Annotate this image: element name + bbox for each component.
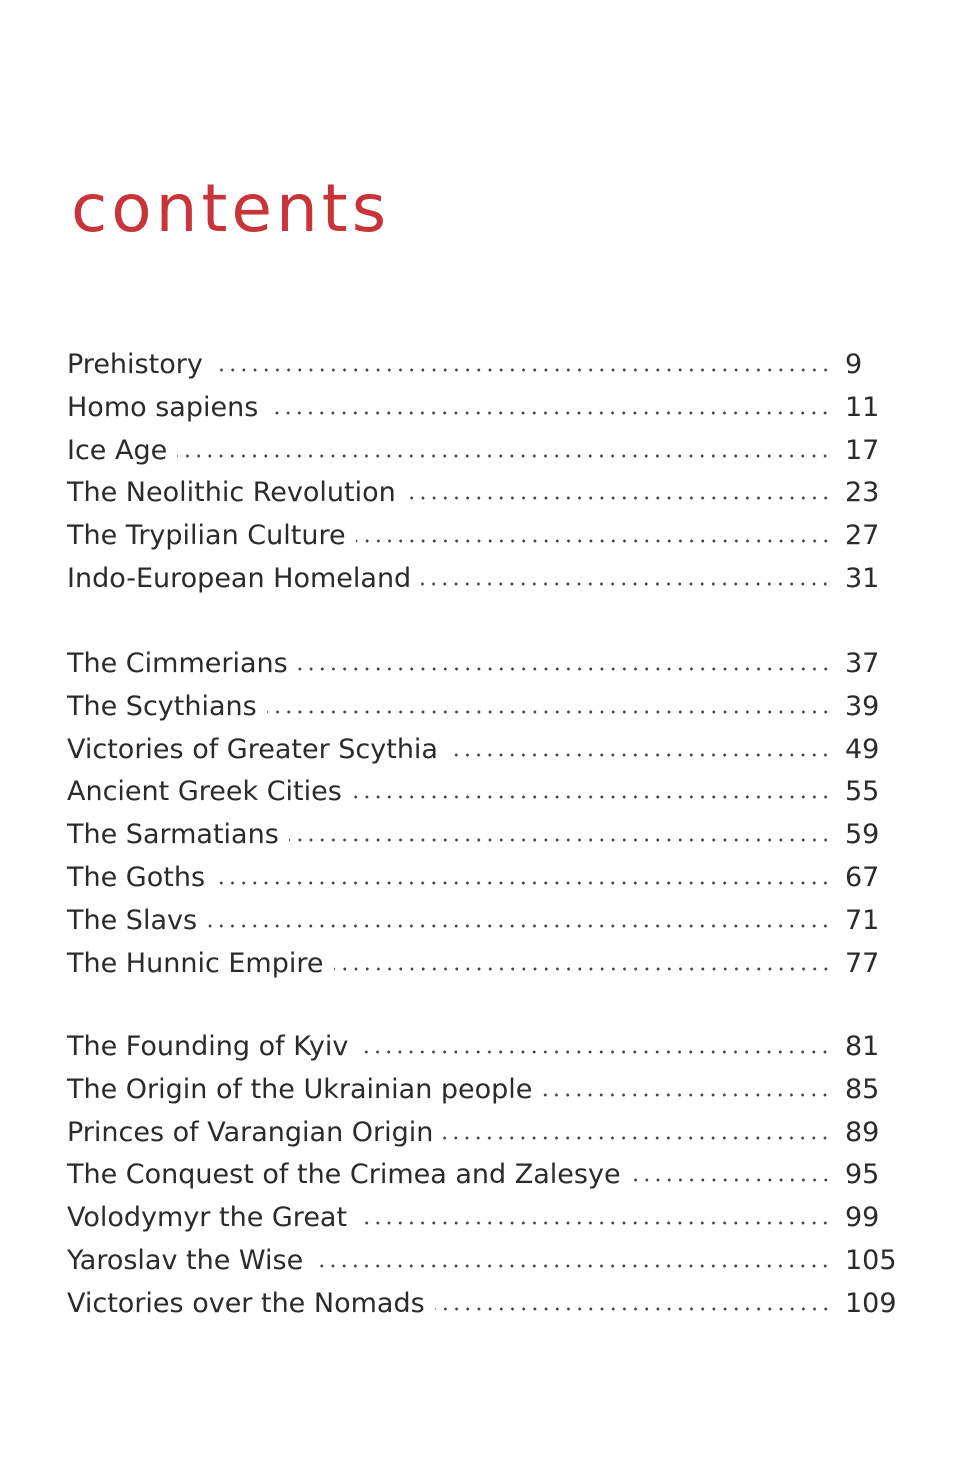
toc-entry-page: 71 [845,904,880,936]
toc-entry[interactable] [67,1112,897,1155]
toc-entry[interactable] [67,814,897,857]
toc-entry[interactable] [67,1026,897,1069]
dot-leader [631,1163,831,1183]
toc-entry-label: The Hunnic Empire [67,947,324,979]
dot-leader [298,652,831,672]
toc-entry-page: 17 [845,434,880,466]
toc-entry-label: The Sarmatians [67,819,279,851]
dot-leader [421,567,831,587]
toc-entry[interactable] [67,430,897,473]
toc-entry[interactable] [67,857,897,900]
toc-entry[interactable] [67,344,897,387]
dot-leader [213,353,831,373]
toc-entry-page: 31 [845,562,880,594]
toc-entry-page: 85 [845,1073,880,1105]
toc-entry-label: Volodymyr the Great [67,1202,348,1234]
page-title: contents [71,170,391,247]
dot-leader [267,695,831,715]
toc-entry[interactable] [67,472,897,515]
toc-entry[interactable] [67,387,897,430]
toc-entry[interactable] [67,515,897,558]
toc-entry-page: 11 [845,391,880,423]
toc-entry-page: 27 [845,520,880,552]
dot-leader [448,738,831,758]
toc-group-ancient-peoples [67,643,897,985]
toc-entry[interactable] [67,643,897,686]
toc-entry-label: The Neolithic Revolution [67,477,396,509]
toc-entry[interactable] [67,1197,897,1240]
toc-entry-label: The Trypilian Culture [67,520,346,552]
dot-leader [207,909,831,929]
toc-entry-label: The Scythians [67,690,257,722]
toc-entry-page: 37 [845,648,880,679]
toc-entry-label: Ice Age [67,434,168,466]
toc-entry-page: 77 [845,947,880,979]
dot-leader [542,1078,831,1098]
toc-group-kyivan-rus [67,1026,897,1326]
toc-entry-label: Indo-European Homeland [67,562,412,594]
toc-entry[interactable] [67,1283,897,1326]
toc-entry[interactable] [67,1154,897,1197]
dot-leader [177,439,831,459]
toc-entry-page: 109 [845,1287,897,1319]
dot-leader [443,1121,831,1141]
toc-entry-label: The Goths [67,861,206,893]
toc-entry-label: The Slavs [67,904,198,936]
dot-leader [357,1206,831,1226]
toc-entry-page: 67 [845,861,880,893]
toc-entry-page: 23 [845,477,880,509]
toc-entry-label: The Conquest of the Crimea and Zalesye [67,1159,621,1191]
toc-entry-page: 105 [845,1244,897,1276]
dot-leader [289,823,831,843]
toc-entry[interactable] [67,943,897,986]
toc-entry-label: Princes of Varangian Origin [67,1116,434,1148]
dot-leader [406,481,831,501]
toc-entry[interactable] [67,771,897,814]
dot-leader [268,396,831,416]
toc-group-prehistory [67,344,897,601]
toc-entry-page: 95 [845,1159,880,1191]
toc-entry-label: Victories of Greater Scythia [67,733,438,765]
dot-leader [356,524,831,544]
toc-entry-label: Ancient Greek Cities [67,776,342,808]
toc-entry-label: Victories over the Nomads [67,1287,425,1319]
toc-entry[interactable] [67,686,897,729]
toc-entry[interactable] [67,1069,897,1112]
toc-entry-page: 39 [845,690,880,722]
toc-entry-page: 9 [845,349,863,380]
toc-entry-label: Homo sapiens [67,391,259,423]
toc-entry-page: 89 [845,1116,880,1148]
toc-entry-label: The Founding of Kyiv [67,1031,349,1062]
toc-entry-page: 81 [845,1031,880,1062]
dot-leader [352,780,831,800]
toc-entry-label: The Cimmerians [67,648,288,679]
toc-entry-label: Yaroslav the Wise [67,1244,304,1276]
toc-entry[interactable] [67,1240,897,1283]
toc-entry-page: 55 [845,776,880,808]
toc-entry-label: The Origin of the Ukrainian people [67,1073,533,1105]
dot-leader [215,866,831,886]
dot-leader [313,1249,831,1269]
toc-entry-page: 99 [845,1202,880,1234]
toc-entry[interactable] [67,900,897,943]
toc-entry-page: 59 [845,819,880,851]
toc-entry-label: Prehistory [67,349,203,380]
dot-leader [358,1035,831,1055]
toc-entry[interactable] [67,558,897,601]
toc-entry[interactable] [67,729,897,772]
toc-entry-page: 49 [845,733,880,765]
dot-leader [334,952,832,972]
dot-leader [435,1292,831,1312]
